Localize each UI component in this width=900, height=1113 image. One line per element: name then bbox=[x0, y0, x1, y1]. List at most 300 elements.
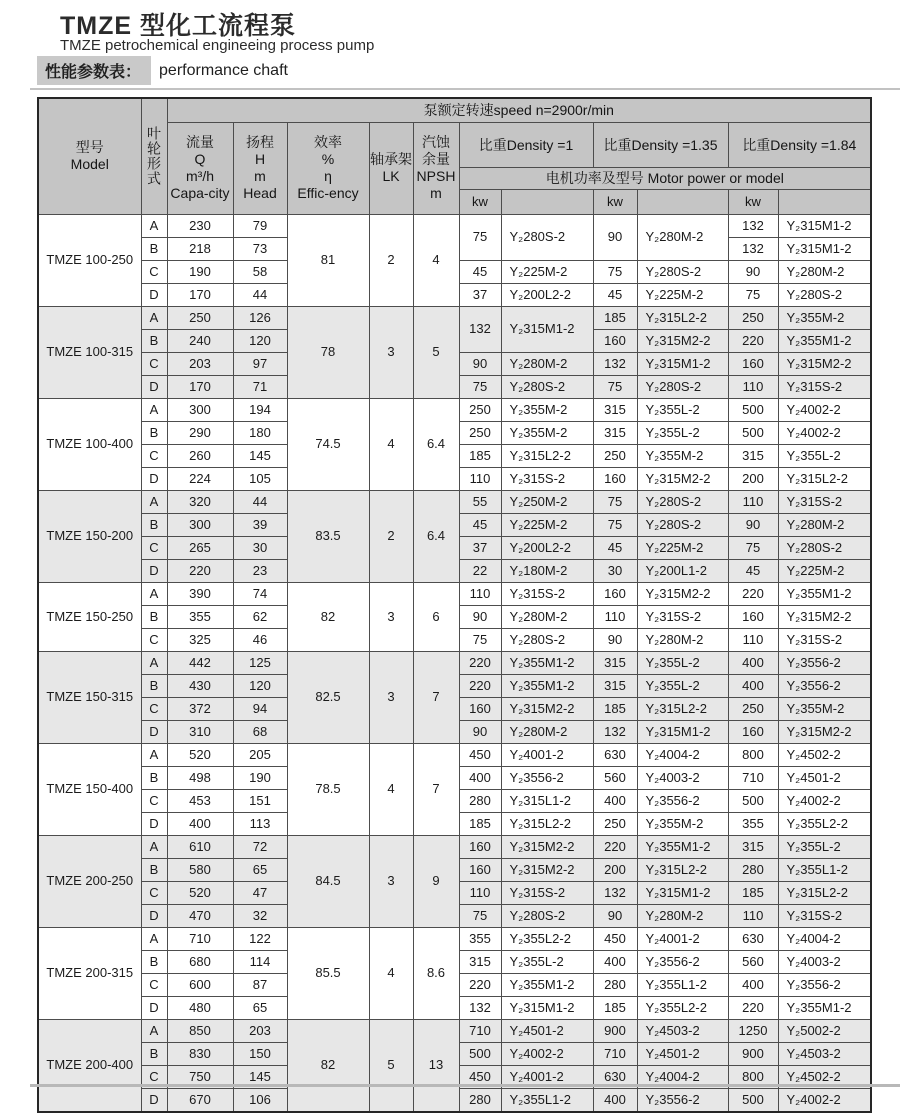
motor-kw-cell: 630 bbox=[728, 927, 778, 950]
motor-model-cell: Y₂280M-2 bbox=[637, 904, 728, 927]
motor-model-cell: Y₂355M1-2 bbox=[501, 651, 593, 674]
impeller-cell: A bbox=[141, 835, 167, 858]
motor-kw-cell: 110 bbox=[728, 904, 778, 927]
motor-model-cell: Y₂315M2-2 bbox=[501, 697, 593, 720]
motor-model-cell: Y₂4001-2 bbox=[637, 927, 728, 950]
density-1-header: 比重Density =1 bbox=[459, 122, 593, 167]
motor-model-cell: Y₂355L1-2 bbox=[778, 858, 871, 881]
efficiency-cell: 84.5 bbox=[287, 835, 369, 927]
head-cell: 150 bbox=[233, 1042, 287, 1065]
motor-model-cell: Y₂315S-2 bbox=[501, 582, 593, 605]
flow-cell: 480 bbox=[167, 996, 233, 1019]
flow-cell: 265 bbox=[167, 536, 233, 559]
impeller-cell: A bbox=[141, 927, 167, 950]
motor-model-cell: Y₂250M-2 bbox=[501, 490, 593, 513]
bearing-cell: 5 bbox=[369, 1019, 413, 1112]
table-body bbox=[38, 214, 871, 1112]
motor-model-cell: Y₂280S-2 bbox=[501, 904, 593, 927]
head-cell: 145 bbox=[233, 1065, 287, 1088]
motor-model-cell: Y₂315M1-2 bbox=[637, 720, 728, 743]
motor-kw-cell: 75 bbox=[728, 536, 778, 559]
motor-model-cell: Y₂280S-2 bbox=[501, 375, 593, 398]
motor-kw-cell: 160 bbox=[728, 352, 778, 375]
flow-cell: 170 bbox=[167, 375, 233, 398]
motor-kw-cell: 75 bbox=[459, 904, 501, 927]
motor-kw-cell: 560 bbox=[593, 766, 637, 789]
flow-cell: 453 bbox=[167, 789, 233, 812]
motor-kw-cell: 45 bbox=[728, 559, 778, 582]
motor-model-cell: Y₂315L2-2 bbox=[778, 467, 871, 490]
flow-cell: 240 bbox=[167, 329, 233, 352]
motor-model-cell: Y₂4501-2 bbox=[501, 1019, 593, 1042]
bottom-divider bbox=[30, 1084, 900, 1087]
motor-model-cell: Y₂355L-2 bbox=[637, 398, 728, 421]
motor-kw-cell: 315 bbox=[593, 421, 637, 444]
performance-label-cn: 性能参数表： bbox=[37, 56, 151, 85]
head-cell: 97 bbox=[233, 352, 287, 375]
head-cell: 145 bbox=[233, 444, 287, 467]
efficiency-cell: 82.5 bbox=[287, 651, 369, 743]
npsh-column-header: 汽蚀 余量 NPSH m bbox=[413, 122, 459, 214]
flow-cell: 224 bbox=[167, 467, 233, 490]
impeller-cell: C bbox=[141, 352, 167, 375]
motor-kw-cell: 900 bbox=[728, 1042, 778, 1065]
model-cell: TMZE 150-250 bbox=[38, 582, 141, 651]
motor-model-cell: Y₂315S-2 bbox=[501, 881, 593, 904]
motor-model-cell: Y₂4501-2 bbox=[637, 1042, 728, 1065]
performance-label-en: performance chaft bbox=[159, 61, 288, 79]
impeller-cell: B bbox=[141, 329, 167, 352]
motor-kw-cell: 160 bbox=[728, 720, 778, 743]
head-cell: 74 bbox=[233, 582, 287, 605]
flow-cell: 300 bbox=[167, 398, 233, 421]
model-cell: TMZE 150-200 bbox=[38, 490, 141, 582]
motor-kw-cell: 75 bbox=[593, 513, 637, 536]
head-cell: 190 bbox=[233, 766, 287, 789]
table-row bbox=[38, 398, 871, 421]
motor-model-cell: Y₂315S-2 bbox=[778, 375, 871, 398]
motor-kw-cell: 132 bbox=[728, 214, 778, 237]
motor-kw-cell: 220 bbox=[728, 582, 778, 605]
kw-header-3: kw bbox=[728, 189, 778, 214]
motor-kw-cell: 800 bbox=[728, 1065, 778, 1088]
flow-cell: 850 bbox=[167, 1019, 233, 1042]
motor-kw-cell: 75 bbox=[593, 260, 637, 283]
motor-model-cell: Y₂3556-2 bbox=[637, 950, 728, 973]
impeller-cell: C bbox=[141, 697, 167, 720]
model-cell: TMZE 200-250 bbox=[38, 835, 141, 927]
model-cell: TMZE 100-315 bbox=[38, 306, 141, 398]
motor-model-cell: Y₂355M1-2 bbox=[778, 996, 871, 1019]
motor-model-cell: Y₂280S-2 bbox=[637, 375, 728, 398]
head-cell: 30 bbox=[233, 536, 287, 559]
motor-kw-cell: 185 bbox=[459, 812, 501, 835]
flow-cell: 310 bbox=[167, 720, 233, 743]
motor-model-cell: Y₂4501-2 bbox=[778, 766, 871, 789]
head-cell: 79 bbox=[233, 214, 287, 237]
motor-kw-cell: 75 bbox=[593, 375, 637, 398]
motor-kw-cell: 315 bbox=[728, 835, 778, 858]
impeller-cell: C bbox=[141, 881, 167, 904]
head-cell: 62 bbox=[233, 605, 287, 628]
motor-model-cell: Y₂280S-2 bbox=[501, 214, 593, 260]
motor-model-cell: Y₂3556-2 bbox=[778, 674, 871, 697]
motor-kw-cell: 110 bbox=[459, 881, 501, 904]
head-cell: 122 bbox=[233, 927, 287, 950]
motor-kw-cell: 90 bbox=[593, 628, 637, 651]
motor-model-cell: Y₂355M-2 bbox=[778, 697, 871, 720]
motor-kw-cell: 500 bbox=[728, 398, 778, 421]
motor-kw-cell: 400 bbox=[593, 950, 637, 973]
npsh-cell: 13 bbox=[413, 1019, 459, 1112]
motor-kw-cell: 110 bbox=[593, 605, 637, 628]
impeller-cell: A bbox=[141, 214, 167, 237]
motor-model-cell: Y₂315L1-2 bbox=[501, 789, 593, 812]
impeller-cell: B bbox=[141, 858, 167, 881]
motor-model-cell: Y₂4002-2 bbox=[501, 1042, 593, 1065]
motor-model-cell: Y₂315M1-2 bbox=[778, 237, 871, 260]
flow-cell: 203 bbox=[167, 352, 233, 375]
flow-cell: 710 bbox=[167, 927, 233, 950]
motor-kw-cell: 630 bbox=[593, 1065, 637, 1088]
motor-kw-cell: 220 bbox=[459, 651, 501, 674]
efficiency-cell: 82 bbox=[287, 582, 369, 651]
motor-kw-cell: 45 bbox=[593, 536, 637, 559]
head-column-header: 扬程 H m Head bbox=[233, 122, 287, 214]
motor-model-cell: Y₂315M2-2 bbox=[637, 467, 728, 490]
impeller-cell: B bbox=[141, 513, 167, 536]
impeller-cell: C bbox=[141, 260, 167, 283]
motor-kw-cell: 90 bbox=[728, 513, 778, 536]
motor-model-cell: Y₂315M1-2 bbox=[637, 881, 728, 904]
motor-model-cell: Y₂355M-2 bbox=[501, 398, 593, 421]
motor-model-cell: Y₂315S-2 bbox=[778, 628, 871, 651]
head-cell: 94 bbox=[233, 697, 287, 720]
model-cell: TMZE 100-400 bbox=[38, 398, 141, 490]
motor-model-cell: Y₂315M1-2 bbox=[637, 352, 728, 375]
motor-model-cell: Y₂180M-2 bbox=[501, 559, 593, 582]
table-row bbox=[38, 927, 871, 950]
head-cell: 46 bbox=[233, 628, 287, 651]
motor-model-cell: Y₂355M1-2 bbox=[778, 582, 871, 605]
motor-kw-cell: 90 bbox=[728, 260, 778, 283]
motor-kw-cell: 75 bbox=[728, 283, 778, 306]
motor-model-cell: Y₂3556-2 bbox=[637, 789, 728, 812]
model-cell: TMZE 100-250 bbox=[38, 214, 141, 306]
motor-model-cell: Y₂315M1-2 bbox=[501, 996, 593, 1019]
motor-model-cell: Y₂315M2-2 bbox=[637, 329, 728, 352]
impeller-cell: D bbox=[141, 996, 167, 1019]
motor-kw-cell: 160 bbox=[593, 467, 637, 490]
flow-cell: 680 bbox=[167, 950, 233, 973]
motor-model-cell: Y₂355M-2 bbox=[778, 306, 871, 329]
motor-model-cell: Y₂280S-2 bbox=[501, 628, 593, 651]
flow-cell: 230 bbox=[167, 214, 233, 237]
motor-kw-cell: 160 bbox=[728, 605, 778, 628]
motor-kw-cell: 22 bbox=[459, 559, 501, 582]
motor-kw-cell: 220 bbox=[459, 674, 501, 697]
flow-cell: 355 bbox=[167, 605, 233, 628]
motor-kw-cell: 55 bbox=[459, 490, 501, 513]
motor-model-cell: Y₂315M2-2 bbox=[637, 582, 728, 605]
motor-model-cell: Y₂355L2-2 bbox=[501, 927, 593, 950]
flow-cell: 400 bbox=[167, 812, 233, 835]
efficiency-cell: 74.5 bbox=[287, 398, 369, 490]
motor-kw-cell: 75 bbox=[459, 375, 501, 398]
motor-model-cell: Y₂4003-2 bbox=[778, 950, 871, 973]
motor-model-cell: Y₂315S-2 bbox=[501, 467, 593, 490]
motor-model-cell: Y₂280S-2 bbox=[637, 513, 728, 536]
flow-cell: 750 bbox=[167, 1065, 233, 1088]
motor-kw-cell: 90 bbox=[459, 720, 501, 743]
head-cell: 44 bbox=[233, 490, 287, 513]
table-row bbox=[38, 743, 871, 766]
flow-cell: 670 bbox=[167, 1088, 233, 1112]
motor-kw-cell: 132 bbox=[459, 306, 501, 352]
impeller-cell: A bbox=[141, 490, 167, 513]
motor-model-cell: Y₂355L-2 bbox=[778, 444, 871, 467]
table-header bbox=[38, 98, 871, 214]
motor-model-cell: Y₂280M-2 bbox=[778, 260, 871, 283]
motor-model-cell: Y₂355L2-2 bbox=[778, 812, 871, 835]
motor-kw-cell: 450 bbox=[459, 1065, 501, 1088]
motor-kw-cell: 315 bbox=[459, 950, 501, 973]
impeller-cell: A bbox=[141, 1019, 167, 1042]
motor-model-cell: Y₂315S-2 bbox=[778, 490, 871, 513]
motor-kw-cell: 400 bbox=[728, 973, 778, 996]
flow-cell: 430 bbox=[167, 674, 233, 697]
motor-model-cell: Y₂3556-2 bbox=[778, 651, 871, 674]
motor-kw-cell: 110 bbox=[459, 467, 501, 490]
flow-column-header: 流量 Q m³/h Capa-city bbox=[167, 122, 233, 214]
motor-model-cell: Y₂4503-2 bbox=[778, 1042, 871, 1065]
motor-model-cell: Y₂4004-2 bbox=[637, 1065, 728, 1088]
motor-kw-cell: 400 bbox=[728, 651, 778, 674]
flow-cell: 220 bbox=[167, 559, 233, 582]
npsh-cell: 4 bbox=[413, 214, 459, 306]
motor-kw-cell: 250 bbox=[459, 398, 501, 421]
motor-model-cell: Y₂280S-2 bbox=[637, 260, 728, 283]
motor-kw-cell: 400 bbox=[593, 1088, 637, 1112]
motor-model-cell: Y₂315L2-2 bbox=[778, 881, 871, 904]
impeller-cell: A bbox=[141, 582, 167, 605]
top-divider bbox=[30, 88, 900, 90]
head-cell: 194 bbox=[233, 398, 287, 421]
head-cell: 32 bbox=[233, 904, 287, 927]
motor-kw-cell: 280 bbox=[459, 1088, 501, 1112]
motor-model-cell: Y₂280M-2 bbox=[501, 605, 593, 628]
efficiency-column-header: 效率 % η Effic-ency bbox=[287, 122, 369, 214]
motor-model-cell: Y₂315L2-2 bbox=[501, 812, 593, 835]
motor-model-cell: Y₂355L-2 bbox=[637, 674, 728, 697]
npsh-cell: 7 bbox=[413, 651, 459, 743]
bearing-column-header: 轴承架 LK bbox=[369, 122, 413, 214]
motor-model-cell: Y₂4004-2 bbox=[637, 743, 728, 766]
motor-kw-cell: 160 bbox=[593, 582, 637, 605]
efficiency-cell: 85.5 bbox=[287, 927, 369, 1019]
motor-kw-cell: 500 bbox=[728, 1088, 778, 1112]
motor-kw-cell: 90 bbox=[593, 214, 637, 260]
impeller-cell: D bbox=[141, 467, 167, 490]
motor-model-cell: Y₂4002-2 bbox=[778, 398, 871, 421]
motor-kw-cell: 250 bbox=[593, 812, 637, 835]
motor-kw-cell: 500 bbox=[728, 789, 778, 812]
motor-kw-cell: 132 bbox=[459, 996, 501, 1019]
flow-cell: 260 bbox=[167, 444, 233, 467]
performance-table bbox=[37, 97, 872, 1113]
model-cell: TMZE 200-400 bbox=[38, 1019, 141, 1112]
head-cell: 205 bbox=[233, 743, 287, 766]
flow-cell: 600 bbox=[167, 973, 233, 996]
model-cell: TMZE 200-315 bbox=[38, 927, 141, 1019]
table-row bbox=[38, 490, 871, 513]
bearing-cell: 4 bbox=[369, 927, 413, 1019]
motor-kw-cell: 185 bbox=[593, 306, 637, 329]
impeller-cell: C bbox=[141, 444, 167, 467]
flow-cell: 498 bbox=[167, 766, 233, 789]
motor-model-cell: Y₂355L2-2 bbox=[637, 996, 728, 1019]
motor-model-cell: Y₂315M2-2 bbox=[778, 352, 871, 375]
motor-model-cell: Y₂4002-2 bbox=[778, 421, 871, 444]
head-cell: 151 bbox=[233, 789, 287, 812]
head-cell: 44 bbox=[233, 283, 287, 306]
flow-cell: 830 bbox=[167, 1042, 233, 1065]
head-cell: 68 bbox=[233, 720, 287, 743]
motor-model-cell: Y₂280M-2 bbox=[637, 628, 728, 651]
motor-kw-cell: 185 bbox=[593, 697, 637, 720]
motor-model-cell: Y₂280M-2 bbox=[778, 513, 871, 536]
flow-cell: 218 bbox=[167, 237, 233, 260]
head-cell: 39 bbox=[233, 513, 287, 536]
motor-kw-cell: 160 bbox=[459, 835, 501, 858]
motor-kw-cell: 250 bbox=[459, 421, 501, 444]
impeller-column-header: 叶轮形式 bbox=[141, 98, 167, 214]
flow-cell: 442 bbox=[167, 651, 233, 674]
motor-model-cell: Y₂355M-2 bbox=[501, 421, 593, 444]
density-135-header: 比重Density =1.35 bbox=[593, 122, 728, 167]
motor-kw-cell: 90 bbox=[459, 352, 501, 375]
impeller-cell: C bbox=[141, 789, 167, 812]
motor-kw-cell: 250 bbox=[593, 444, 637, 467]
motor-kw-cell: 315 bbox=[593, 398, 637, 421]
motor-model-cell: Y₂3556-2 bbox=[778, 973, 871, 996]
motor-kw-cell: 560 bbox=[728, 950, 778, 973]
impeller-cell: C bbox=[141, 1065, 167, 1088]
motor-model-cell: Y₂4502-2 bbox=[778, 743, 871, 766]
motor-kw-cell: 185 bbox=[459, 444, 501, 467]
impeller-cell: A bbox=[141, 398, 167, 421]
motor-model-cell: Y₂225M-2 bbox=[778, 559, 871, 582]
motor-kw-cell: 450 bbox=[593, 927, 637, 950]
motor-model-cell: Y₂200L2-2 bbox=[501, 283, 593, 306]
motor-kw-cell: 250 bbox=[728, 697, 778, 720]
motor-kw-cell: 280 bbox=[459, 789, 501, 812]
motor-model-cell: Y₂4502-2 bbox=[778, 1065, 871, 1088]
head-cell: 113 bbox=[233, 812, 287, 835]
motor-kw-cell: 630 bbox=[593, 743, 637, 766]
head-cell: 105 bbox=[233, 467, 287, 490]
efficiency-cell: 78.5 bbox=[287, 743, 369, 835]
motor-kw-cell: 220 bbox=[593, 835, 637, 858]
rated-speed-header: 泵额定转速speed n=2900r/min bbox=[167, 98, 871, 122]
impeller-cell: B bbox=[141, 1042, 167, 1065]
impeller-cell: A bbox=[141, 651, 167, 674]
page-title: TMZE 型化工流程泵 bbox=[60, 12, 296, 40]
npsh-cell: 6.4 bbox=[413, 490, 459, 582]
motor-kw-cell: 200 bbox=[593, 858, 637, 881]
motor-kw-cell: 132 bbox=[728, 237, 778, 260]
motor-kw-cell: 30 bbox=[593, 559, 637, 582]
flow-cell: 610 bbox=[167, 835, 233, 858]
motor-model-cell: Y₂315L2-2 bbox=[637, 306, 728, 329]
motor-model-cell: Y₂355M1-2 bbox=[778, 329, 871, 352]
model-column-header: 型号 Model bbox=[38, 98, 141, 214]
motor-model-cell: Y₂280M-2 bbox=[501, 352, 593, 375]
motor-kw-cell: 400 bbox=[593, 789, 637, 812]
motor-kw-cell: 132 bbox=[593, 881, 637, 904]
impeller-cell: A bbox=[141, 306, 167, 329]
motor-model-cell: Y₂355M1-2 bbox=[501, 973, 593, 996]
motor-kw-cell: 45 bbox=[459, 513, 501, 536]
bearing-cell: 3 bbox=[369, 651, 413, 743]
motor-kw-cell: 185 bbox=[593, 996, 637, 1019]
motor-model-cell: Y₂4001-2 bbox=[501, 743, 593, 766]
motor-kw-cell: 800 bbox=[728, 743, 778, 766]
motor-model-cell: Y₂200L2-2 bbox=[501, 536, 593, 559]
flow-cell: 290 bbox=[167, 421, 233, 444]
impeller-cell: C bbox=[141, 973, 167, 996]
head-cell: 23 bbox=[233, 559, 287, 582]
motor-kw-cell: 250 bbox=[728, 306, 778, 329]
motor-model-cell: Y₂315S-2 bbox=[778, 904, 871, 927]
motor-model-cell: Y₂355L-2 bbox=[637, 651, 728, 674]
impeller-cell: D bbox=[141, 1088, 167, 1112]
npsh-cell: 9 bbox=[413, 835, 459, 927]
head-cell: 203 bbox=[233, 1019, 287, 1042]
bearing-cell: 3 bbox=[369, 835, 413, 927]
motor-model-cell: Y₂280S-2 bbox=[778, 283, 871, 306]
motor-kw-cell: 710 bbox=[459, 1019, 501, 1042]
motor-kw-cell: 37 bbox=[459, 283, 501, 306]
motor-model-cell: Y₂315M1-2 bbox=[778, 214, 871, 237]
npsh-cell: 8.6 bbox=[413, 927, 459, 1019]
motor-model-cell: Y₂225M-2 bbox=[637, 283, 728, 306]
motor-kw-cell: 110 bbox=[728, 628, 778, 651]
kw-header-2: kw bbox=[593, 189, 637, 214]
motor-kw-cell: 220 bbox=[728, 329, 778, 352]
head-cell: 73 bbox=[233, 237, 287, 260]
motor-kw-cell: 315 bbox=[728, 444, 778, 467]
head-cell: 65 bbox=[233, 996, 287, 1019]
impeller-cell: D bbox=[141, 283, 167, 306]
motor-kw-cell: 185 bbox=[728, 881, 778, 904]
motor-model-cell: Y₂280M-2 bbox=[501, 720, 593, 743]
motor-kw-cell: 75 bbox=[593, 490, 637, 513]
impeller-cell: B bbox=[141, 237, 167, 260]
motor-model-header-1 bbox=[501, 189, 593, 214]
impeller-cell: D bbox=[141, 904, 167, 927]
impeller-cell: B bbox=[141, 421, 167, 444]
bearing-cell: 4 bbox=[369, 398, 413, 490]
motor-model-cell: Y₂5002-2 bbox=[778, 1019, 871, 1042]
motor-kw-cell: 75 bbox=[459, 628, 501, 651]
motor-kw-cell: 450 bbox=[459, 743, 501, 766]
table-row bbox=[38, 835, 871, 858]
motor-model-cell: Y₂355M1-2 bbox=[501, 674, 593, 697]
motor-model-cell: Y₂3556-2 bbox=[501, 766, 593, 789]
motor-kw-cell: 315 bbox=[593, 674, 637, 697]
flow-cell: 300 bbox=[167, 513, 233, 536]
